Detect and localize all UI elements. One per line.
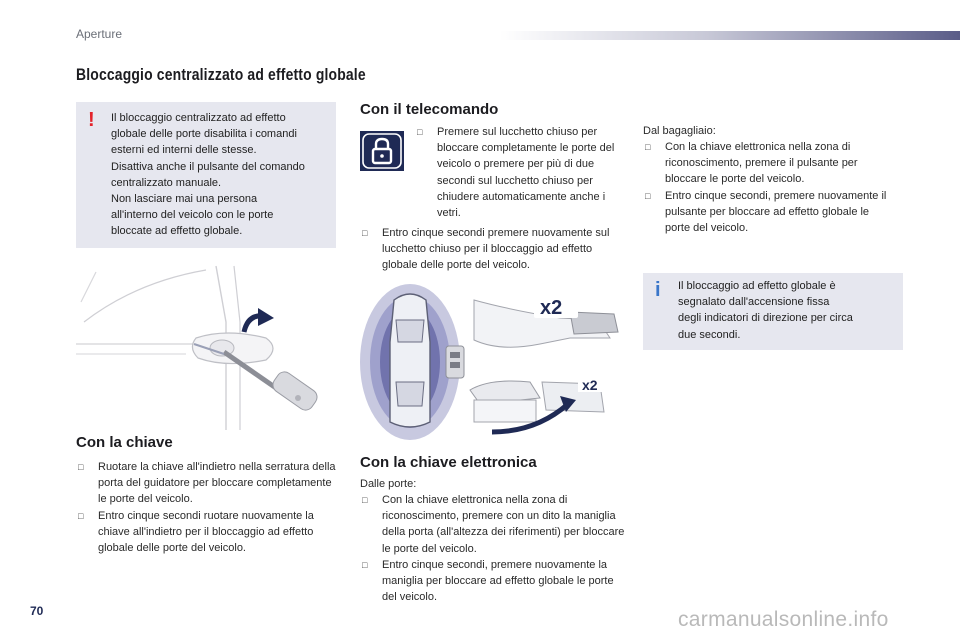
warning-line: esterni ed interni delle stesse. [111,144,257,157]
electronic-key-illustration [360,282,622,442]
warning-note [76,102,336,248]
warning-line: centralizzato manuale. [111,176,222,189]
list-item: □ Entro cinque secondi ruotare nuovamente la chiave all'indietro per il bloccaggio ad effetto globale delle porte del veicolo. [76,508,338,557]
section-label: Aperture [76,27,123,41]
info-icon: i [655,279,661,301]
heading-con-la-chiave-elettronica: Con la chiave elettronica [360,454,537,471]
list-dal-bagagliaio [643,139,893,236]
list-telecomando-first [415,124,627,221]
exclamation-icon: ! [88,109,95,131]
heading-con-la-chiave: Con la chiave [76,434,173,451]
warning-line: Disattiva anche il pulsante del comando [111,160,305,173]
badge-x2-bottom: x2 [582,377,598,393]
warning-line: globale delle porte disabilita i comandi [111,128,297,141]
heading-con-il-telecomando: Con il telecomando [360,101,499,118]
info-note [643,273,903,350]
intro-dalle-porte: Dalle porte: [360,478,417,490]
page-number: 70 [30,604,44,618]
list-telecomando-second [360,225,628,274]
warning-line: bloccate ad effetto globale. [111,225,243,238]
warning-line: Non lasciare mai una persona [111,193,258,206]
door-key-illustration [76,262,336,430]
list-chiave-elettronica [360,492,630,605]
info-line: Il bloccaggio ad effetto globale è [678,280,836,292]
header-gradient-bar [500,31,960,40]
list-item: □ Con la chiave elettronica nella zona di riconoscimento, premere con un dito la maniglia della porta (all'altezza dei riferimenti) per bloccare le porte del veicolo. [360,492,630,557]
lock-button-icon [360,131,404,171]
list-con-la-chiave [76,459,338,556]
warning-line: Il bloccaggio centralizzato ad effetto [111,112,286,124]
list-item: □ Entro cinque secondi, premere nuovamente la maniglia per bloccare ad effetto globale le porte del veicolo. [360,557,630,606]
list-item: □ Entro cinque secondi premere nuovamente sul lucchetto chiuso per il bloccaggio ad effetto globale delle porte del veicolo. [360,225,628,274]
list-item: □ Ruotare la chiave all'indietro nella serratura della porta del guidatore per bloccare completamente le porte del veicolo. [76,459,338,508]
page-title: Bloccaggio centralizzato ad effetto globale [76,65,366,84]
intro-dal-bagagliaio: Dal bagagliaio: [643,125,716,137]
list-item: □ Premere sul lucchetto chiuso per bloccare completamente le porte del veicolo o premere per più di due secondi sul lucchetto chiuso per chiudere automaticamente anche i vetri. [415,124,627,221]
info-line: degli indicatori di direzione per circa [678,312,853,325]
badge-x2-top: x2 [540,297,563,319]
list-item: □ Entro cinque secondi, premere nuovamente il pulsante per bloccare ad effetto globale le porte del veicolo. [643,188,893,237]
info-line: segnalato dall'accensione fissa [678,296,830,309]
warning-line: all'interno del veicolo con le porte [111,209,274,222]
list-item: □ Con la chiave elettronica nella zona di riconoscimento, premere il pulsante per bloccare le porte del veicolo. [643,139,893,188]
info-line: due secondi. [678,328,741,341]
watermark: carmanualsonline.info [678,608,889,631]
